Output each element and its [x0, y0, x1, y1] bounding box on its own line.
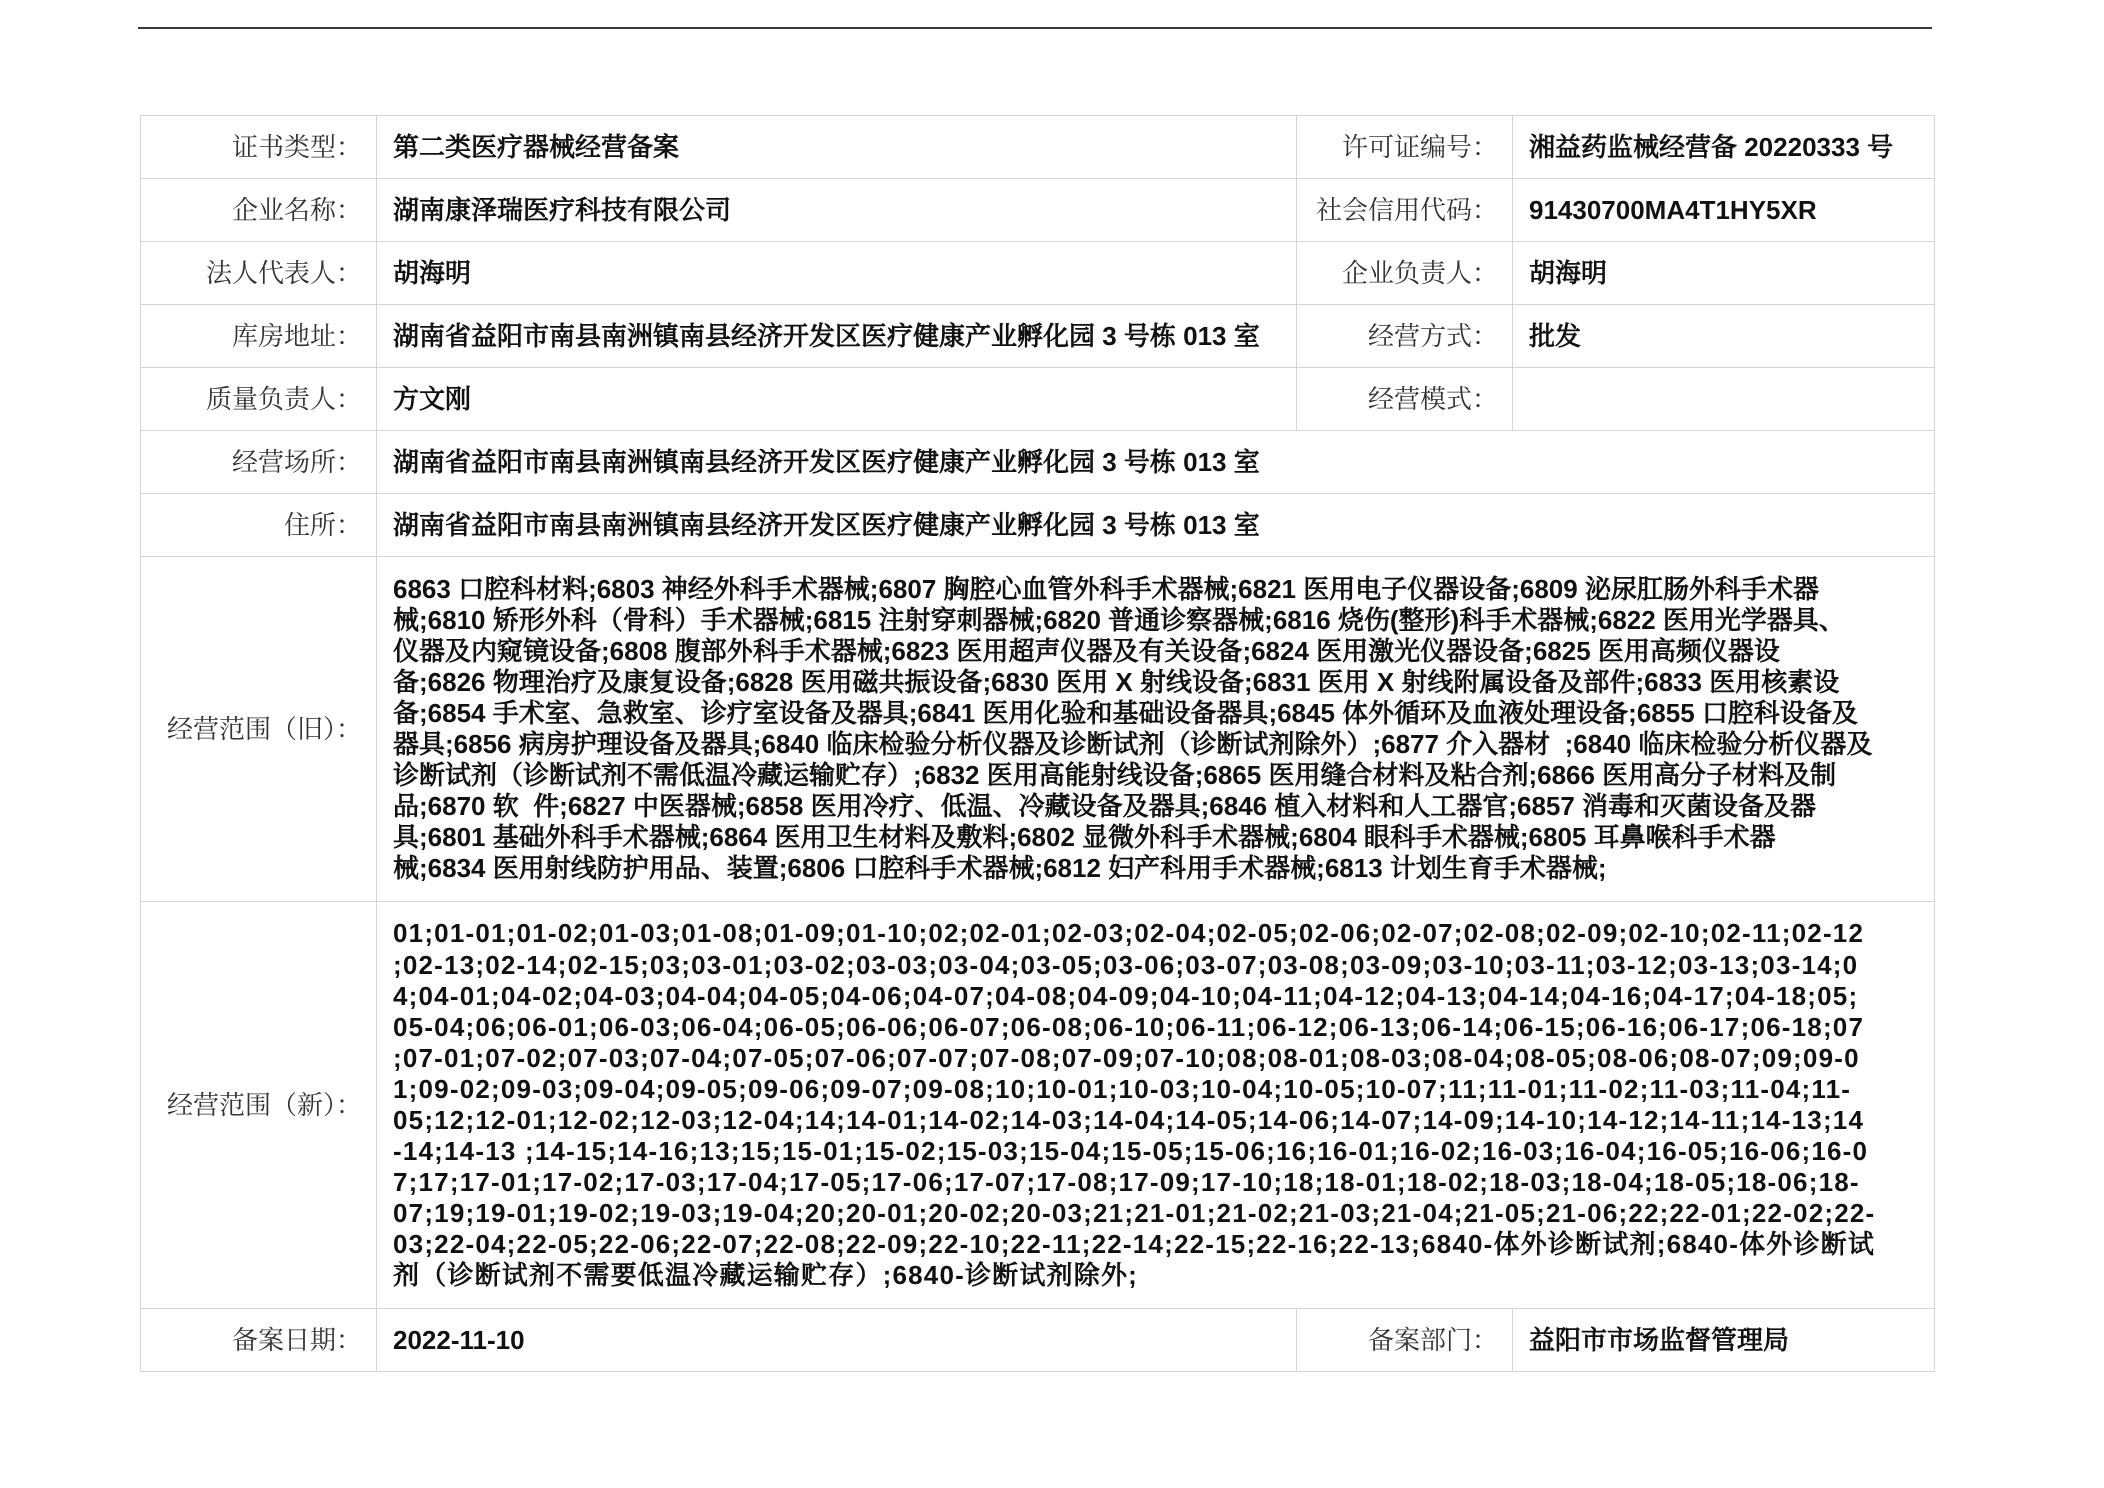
scope-new-line: 4;04-01;04-02;04-03;04-04;04-05;04-06;04-07;04-08;04-09;04-10;04-11;04-12;04-13;04-14;04-16;04-17;04-18;05; [393, 980, 1859, 1011]
scope-old-line: 6863 口腔科材料;6803 神经外科手术器械;6807 胸腔心血管外科手术器械;6821 医用电子仪器设备;6809 泌尿肛肠外科手术器 [393, 573, 1819, 604]
scope-old-line: 仪器及内窥镜设备;6808 腹部外科手术器械;6823 医用超声仪器及有关设备;6824 医用激光仪器设备;6825 医用高频仪器设 [393, 635, 1780, 666]
scope-old-line: 械;6834 医用射线防护用品、装置;6806 口腔科手术器械;6812 妇产科用手术器械;6813 计划生育手术器械; [393, 853, 1607, 884]
scope-new-line: 1;09-02;09-03;09-04;09-05;09-06;09-07;09-08;10;10-01;10-03;10-04;10-05;10-07;11;11-01;11-02;11-03;11-04;11- [393, 1073, 1852, 1104]
filing-department-value: 益阳市市场监督管理局 [1513, 1309, 1935, 1372]
header-divider [138, 27, 1932, 29]
credit-code-value: 91430700MA4T1HY5XR [1513, 179, 1935, 242]
scope-new-line: 05;12;12-01;12-02;12-03;12-04;14;14-01;14-02;14-03;14-04;14-05;14-06;14-07;14-09;14-10;14-12;14-11;14-13;14 [393, 1105, 1865, 1135]
filing-date-value: 2022-11-10 [377, 1309, 1297, 1372]
residence-value: 湖南省益阳市南县南洲镇南县经济开发区医疗健康产业孵化园 3 号栋 013 室 [377, 494, 1935, 557]
scope-new-line: ;02-13;02-14;02-15;03;03-01;03-02;03-03;03-04;03-05;03-06;03-07;03-08;03-09;03-10;03-11;03-12;03-13;03-14;0 [393, 949, 1859, 980]
business-method-value: 批发 [1513, 305, 1935, 368]
residence-label: 住所： [141, 494, 377, 557]
scope-new-label: 经营范围（新）： [141, 902, 377, 1309]
legal-representative-label: 法人代表人： [141, 242, 377, 305]
company-head-label: 企业负责人： [1297, 242, 1513, 305]
scope-new-line: 05-04;06;06-01;06-03;06-04;06-05;06-06;06-07;06-08;06-10;06-11;06-12;06-13;06-14;06-15;06-16;06-17;06-18;07 [393, 1011, 1865, 1042]
scope-old-line: 备;6826 物理治疗及康复设备;6828 医用磁共振设备;6830 医用 X 射线设备;6831 医用 X 射线附属设备及部件;6833 医用核素设 [393, 666, 1840, 697]
scope-old-line: 具;6801 基础外科手术器械;6864 医用卫生材料及敷料;6802 显微外科手术器械;6804 眼科手术器械;6805 耳鼻喉科手术器 [393, 822, 1776, 853]
scope-new-line: 01;01-01;01-02;01-03;01-08;01-09;01-10;02;02-01;02-03;02-04;02-05;02-06;02-07;02-08;02-09;02-10;02-11;02-12 [393, 918, 1865, 949]
business-mode-label: 经营模式： [1297, 368, 1513, 431]
company-name-label: 企业名称： [141, 179, 377, 242]
scope-old-line: 械;6810 矫形外科（骨科）手术器械;6815 注射穿刺器械;6820 普通诊察器械;6816 烧伤(整形)科手术器械;6822 医用光学器具、 [393, 604, 1845, 635]
business-method-label: 经营方式： [1297, 305, 1513, 368]
filing-date-label: 备案日期： [141, 1309, 377, 1372]
warehouse-address-label: 库房地址： [141, 305, 377, 368]
cert-type-value: 第二类医疗器械经营备案 [377, 116, 1297, 179]
scope-old-line: 品;6870 软 件;6827 中医器械;6858 医用冷疗、低温、冷藏设备及器具;6846 植入材料和人工器官;6857 消毒和灭菌设备及器 [393, 791, 1817, 822]
scope-new-line: 7;17;17-01;17-02;17-03;17-04;17-05;17-06;17-07;17-08;17-09;17-10;18;18-01;18-02;18-03;18-04;18-05;18-06;18- [393, 1167, 1860, 1198]
legal-representative-value: 胡海明 [377, 242, 1297, 305]
business-premises-value: 湖南省益阳市南县南洲镇南县经济开发区医疗健康产业孵化园 3 号栋 013 室 [377, 431, 1935, 494]
scope-new-line: -14;14-13 ;14-15;14-16;13;15;15-01;15-02;15-03;15-04;15-05;15-06;16;16-01;16-02;16-03;16-04;16-05;16-06;16-0 [393, 1136, 1869, 1167]
cert-type-label: 证书类型： [141, 116, 377, 179]
warehouse-address-value: 湖南省益阳市南县南洲镇南县经济开发区医疗健康产业孵化园 3 号栋 013 室 [377, 305, 1297, 368]
scope-new-line: 03;22-04;22-05;22-06;22-07;22-08;22-09;22-10;22-11;22-14;22-15;22-16;22-13;6840-体外诊断试剂;6840-体外诊断试 [393, 1229, 1876, 1260]
quality-head-value: 方文刚 [377, 368, 1297, 431]
business-premises-label: 经营场所： [141, 431, 377, 494]
scope-old-line: 备;6854 手术室、急救室、诊疗室设备及器具;6841 医用化验和基础设备器具;6845 体外循环及血液处理设备;6855 口腔科设备及 [393, 697, 1858, 728]
filing-department-label: 备案部门： [1297, 1309, 1513, 1372]
license-info-table [140, 115, 1935, 1372]
scope-new-line: 07;19;19-01;19-02;19-03;19-04;20;20-01;20-02;20-03;21;21-01;21-02;21-03;21-04;21-05;21-06;22;22-01;22-02;22- [393, 1198, 1876, 1229]
license-number-value: 湘益药监械经营备 20220333 号 [1513, 116, 1935, 179]
scope-old-label: 经营范围（旧）： [141, 557, 377, 902]
scope-old-line: 诊断试剂（诊断试剂不需低温冷藏运输贮存）;6832 医用高能射线设备;6865 医用缝合材料及粘合剂;6866 医用高分子材料及制 [393, 760, 1837, 791]
scope-new-line: ;07-01;07-02;07-03;07-04;07-05;07-06;07-07;07-08;07-09;07-10;08;08-01;08-03;08-04;08-05;08-06;08-07;09;09-0 [393, 1042, 1860, 1073]
scope-old-line: 器具;6856 病房护理设备及器具;6840 临床检验分析仪器及诊断试剂（诊断试剂除外）;6877 介入器材 ;6840 临床检验分析仪器及 [393, 729, 1873, 759]
company-head-value: 胡海明 [1513, 242, 1935, 305]
company-name-value: 湖南康泽瑞医疗科技有限公司 [377, 179, 1297, 242]
business-mode-value [1513, 368, 1935, 431]
license-number-label: 许可证编号： [1297, 116, 1513, 179]
quality-head-label: 质量负责人： [141, 368, 377, 431]
scope-old-value [377, 557, 1935, 902]
credit-code-label: 社会信用代码： [1297, 179, 1513, 242]
scope-new-line: 剂（诊断试剂不需要低温冷藏运输贮存）;6840-诊断试剂除外; [393, 1260, 1139, 1291]
scope-new-value [377, 902, 1935, 1309]
